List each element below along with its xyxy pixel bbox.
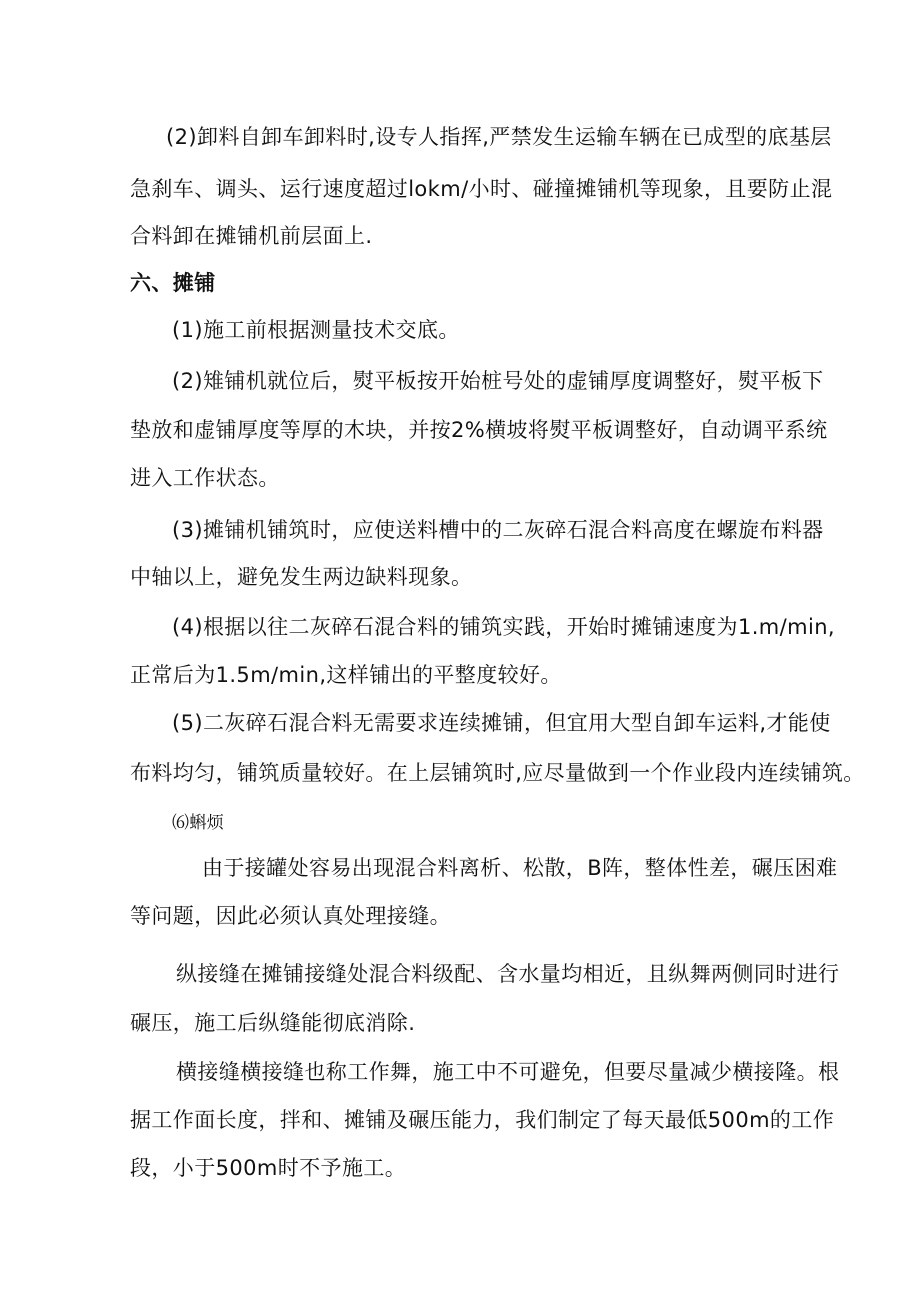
transverse-joint-line-1: 横接缝横接缝也称工作舞，施工中不可避免，但要尽量减少横接隆。根: [176, 1060, 840, 1084]
item-2-line-1: (2)雉铺机就位后，熨平板按开始桩号处的虚铺厚度调整好，熨平板下: [172, 369, 824, 393]
item-1-line-1: (1)施工前根据测量技术交底。: [172, 318, 460, 342]
item-2-line-2: 垫放和虚铺厚度等厚的木块，并按2%横坡将熨平板调整好，自动调平系统: [130, 418, 828, 442]
item-3-line-1: (3)摊铺机铺筑时，应使送料槽中的二灰碎石混合料高度在螺旋布料器: [172, 518, 824, 542]
item-4-line-1: (4)根据以往二灰碎石混合料的铺筑实践，开始时摊铺速度为1.m/min,: [172, 615, 835, 639]
para-unloading-line-3: 合料卸在摊铺机前层面上.: [130, 224, 373, 248]
joint-intro-line-2: 等问题，因此必须认真处理接缝。: [130, 904, 451, 928]
item-3-line-2: 中轴以上，避免发生两边缺料现象。: [130, 565, 473, 589]
transverse-joint-line-2: 据工作面长度，拌和、摊铺及碾压能力，我们制定了每天最低500m的工作: [130, 1108, 835, 1132]
item-5-line-2: 布料均匀，铺筑质量较好。在上层铺筑时,应尽量做到一个作业段内连续铺筑。: [130, 761, 865, 785]
item-2-line-3: 进入工作状态。: [130, 466, 280, 490]
item-4-line-2: 正常后为1.5m∕min,这样铺出的平整度较好。: [130, 663, 562, 687]
joint-intro-line-1: 由于接罐处容易出现混合料离析、松散，B阵，整体性差，碾压困难: [202, 856, 838, 880]
longitudinal-joint-line-2: 碾压，施工后纵缝能彻底消除.: [130, 1011, 416, 1035]
para-unloading-line-1: (2)卸料自卸车卸料时,设专人指挥,严禁发生运输车辆在已成型的底基层: [166, 125, 832, 149]
section-heading-paving: 六、摊铺: [130, 271, 216, 295]
item-6-heading: ⑹蝌烦: [172, 813, 225, 833]
transverse-joint-line-3: 段，小于500m时不予施工。: [130, 1156, 407, 1180]
longitudinal-joint-line-1: 纵接缝在摊铺接缝处混合料级配、含水量均相近，且纵舞两侧同时进行: [176, 962, 840, 986]
para-unloading-line-2: 急刹车、调头、运行速度超过lokm/小时、碰撞摊铺机等现象，且要防止混: [130, 177, 833, 201]
item-5-line-1: (5)二灰碎石混合料无需要求连续摊铺，但宜用大型自卸车运料,才能使: [172, 711, 831, 735]
